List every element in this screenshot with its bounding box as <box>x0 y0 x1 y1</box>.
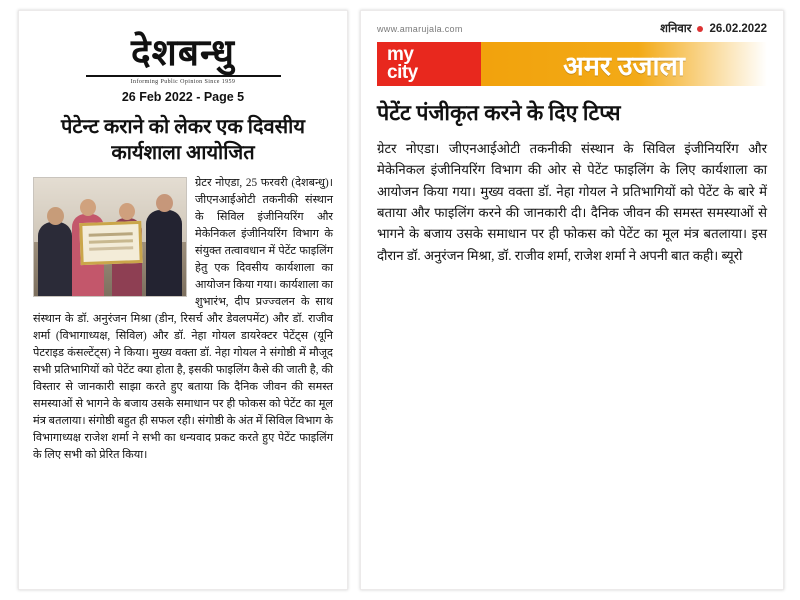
right-headline: पेटेंट पंजीकृत करने के दिए टिप्स <box>377 101 621 125</box>
mycity-section-badge <box>377 42 481 86</box>
masthead-divider <box>86 75 281 77</box>
website-url: www.amarujala.com <box>377 23 463 34</box>
right-topbar <box>377 21 767 40</box>
masthead-date-page: 26 Feb 2022 - Page 5 <box>121 90 245 104</box>
left-article-body: ग्रेटर नोएडा, 25 फरवरी (देशबन्धु)। जीएनआईओटी तकनीकी संस्थान के सिविल इंजीनियरिंग और मेकेनिकल इंजीनियरिंग विभाग के संयुक्त तत्वावधान में पेटेंट फाइलिंग हेतु एक दिवसीय कार्यशाला का आयोजन किया गया। कार्यशाला का शुभारंभ, दीप प्रज्ज्वलन के साथ संस्थान के डॉ. अनुरंजन मिश्रा (डीन, रिसर्च और डेवलपमेंट) और डॉ. राजीव शर्मा (विभागाध्यक्ष, सिविल) और डॉ. नेहा गोयल डायरेक्टर पेटेंट्स (यूनि पेटराइड कंसल्टेंट्स) ने किया। मुख्य वक्ता डॉ. नेहा गोयल ने संगोष्ठी में मौजूद सभी प्रतिभागियों को पेटेंट क्या होता है, इसकी फाइलिंग कैसे की जाती है, की विस्तार से जानकारी साझा करते हुए बताया कि दैनिक जीवन की समस्त समस्याओं से भागने के बजाय उसके समाधान पर ही फोकस को पेटेंट का मूल मंत्र बतलाया। संगोष्ठी बहुत ही सफल रही। संगोष्ठी के अंत में सिविल विभाग के विभागाध्यक्ष राजेश शर्मा ने सभी का धन्यवाद प्रकट करते हुए पेटेंट फाइलिंग के लिए सभी को प्रेरित किया। <box>33 176 333 462</box>
right-nameplate <box>377 42 767 86</box>
masthead-tagline: Informing Public Opinion Since 1959 <box>130 79 236 85</box>
photo-person-4 <box>146 210 182 296</box>
photo-certificate <box>79 221 142 265</box>
date-label: 26.02.2022 <box>709 22 767 35</box>
bullet-dot-icon <box>697 26 703 32</box>
left-newspaper-clipping <box>18 10 348 590</box>
event-photo <box>33 177 187 297</box>
right-dateline <box>660 21 767 36</box>
mycity-line1: my <box>387 43 414 65</box>
photo-person-1 <box>38 222 72 296</box>
mycity-line2: city <box>387 62 418 83</box>
right-article-body: ग्रेटर नोएडा। जीएनआईओटी तकनीकी संस्थान के सिविल इंजीनियरिंग और मेकेनिकल इंजीनियरिंग विभाग की ओर से पेटेंट फाइलिंग के लिए कार्यशाला का आयोजन किया गया। मुख्य वक्ता डॉ. नेहा गोयल ने प्रतिभागियों को पेटेंट के बारे में बताया और फाइलिंग करने की जानकारी दी। दैनिक जीवन की समस्त समस्याओं से भागने के बजाय उसके समाधान पर ही फोकस को पेटेंट का मूल मंत्र बतलाया। इस दौरान डॉ. अनुरंजन मिश्रा, डॉ. राजीव शर्मा, राजेश शर्मा ने अपनी बात कही। ब्यूरो <box>377 140 767 263</box>
amarujala-brand: अमर उजाला <box>481 42 767 86</box>
day-label: शनिवार <box>660 23 692 35</box>
left-headline: पेटेन्ट कराने को लेकर एक दिवसीय कार्यशाला आयोजित <box>61 116 305 165</box>
deshbandhu-logo: देशबन्धु <box>131 33 235 74</box>
right-newspaper-clipping <box>360 10 784 590</box>
left-masthead <box>33 35 333 104</box>
